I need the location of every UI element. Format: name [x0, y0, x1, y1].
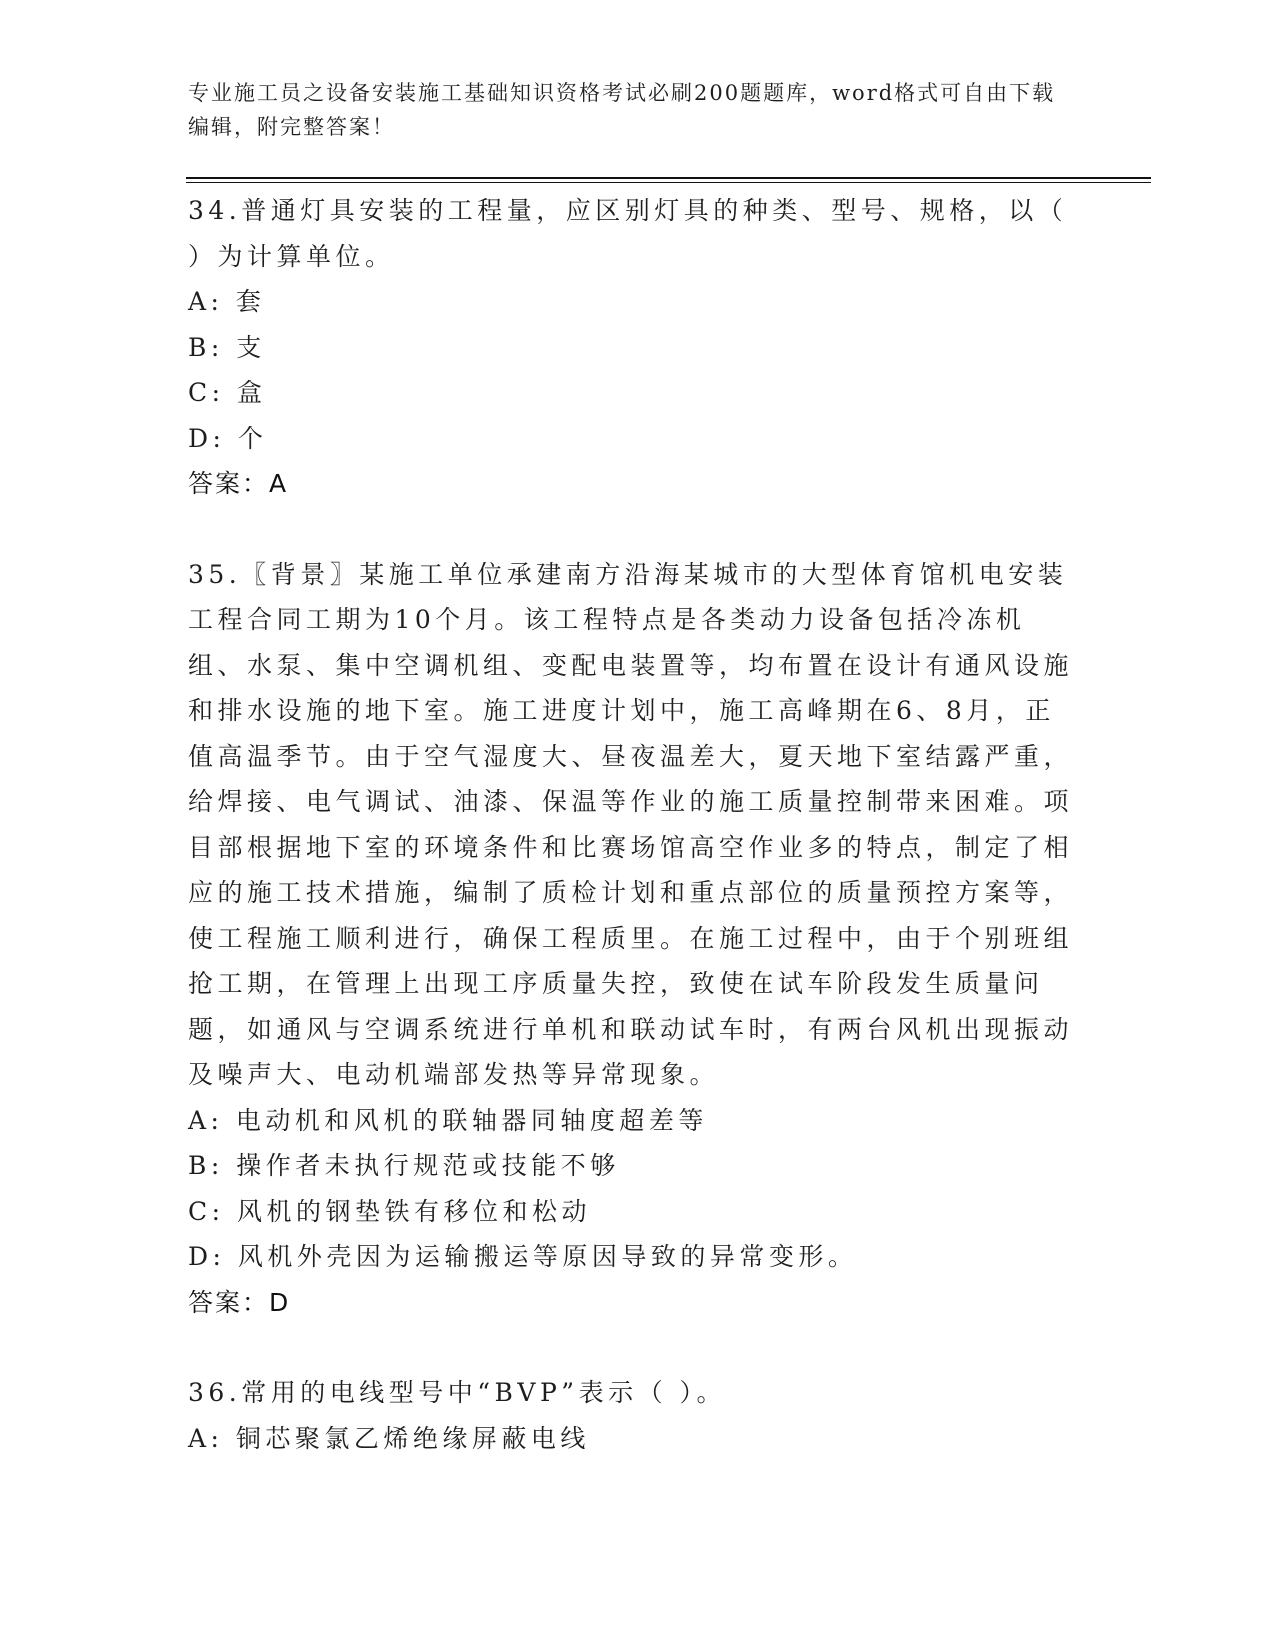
option-c: C: 风机的钢垫铁有移位和松动 — [188, 1196, 591, 1226]
answer-line: 答案：D — [188, 1287, 291, 1317]
option-b: B: 支 — [188, 332, 266, 362]
question-gap — [188, 507, 1078, 552]
question-list — [188, 188, 1078, 1461]
option-a: A: 铜芯聚氯乙烯绝缘屏蔽电线 — [188, 1423, 590, 1453]
header-rule-thick — [186, 177, 1151, 179]
option-c: C: 盒 — [188, 378, 267, 407]
option-d: D: 风机外壳因为运输搬运等原因导致的异常变形。 — [188, 1242, 858, 1271]
option-d: D: 个 — [188, 423, 268, 453]
answer-line: 答案：A — [188, 469, 289, 498]
question-34 — [188, 188, 1078, 507]
option-a: A: 电动机和风机的联轴器同轴度超差等 — [188, 1105, 708, 1135]
header-rule-thin — [186, 182, 1151, 183]
option-b: B: 操作者未执行规范或技能不够 — [188, 1151, 620, 1180]
question-36 — [188, 1370, 1078, 1461]
question-35 — [188, 552, 1078, 1326]
option-a: A: 套 — [188, 287, 266, 316]
question-stem: 36.常用的电线型号中“BVP”表示（ ）。 — [188, 1378, 727, 1407]
question-stem: 34.普通灯具安装的工程量，应区别灯具的种类、型号、规格，以（ ）为计算单位。 — [188, 196, 1068, 271]
question-stem: 35.〖背景〗某施工单位承建南方沿海某城市的大型体育馆机电安装工程合同工期为10个月。该工程特点是各类动力设备包括冷冻机组、水泵、集中空调机组、变配电装置等，均布置在设计有通风设施和排水设施的地下室。施工进度计划中，施工高峰期在6、8月，正值高温季节。由于空气湿度大、昼夜温差大，夏天地下室结露严重，给焊接、电气调试、油漆、保温等作业的施工质量控制带来困难。项目部根据地下室的环境条件和比赛场馆高空作业多的特点，制定了相应的施工技术措施，编制了质检计划和重点部位的质量预控方案等，使工程施工顺利进行，确保工程质里。在施工过程中，由于个别班组抢工期，在管理上出现工序质量失控，致使在试车阶段发生质量问题，如通风与空调系统进行单机和联动试车时，有两台风机出现振动及噪声大、电动机端部发热等异常现象。 — [188, 559, 1074, 1089]
document-header-title: 专业施工员之设备安装施工基础知识资格考试必刷200题题库，word格式可自由下载编辑，附完整答案！ — [188, 81, 1056, 139]
question-gap — [188, 1325, 1078, 1370]
